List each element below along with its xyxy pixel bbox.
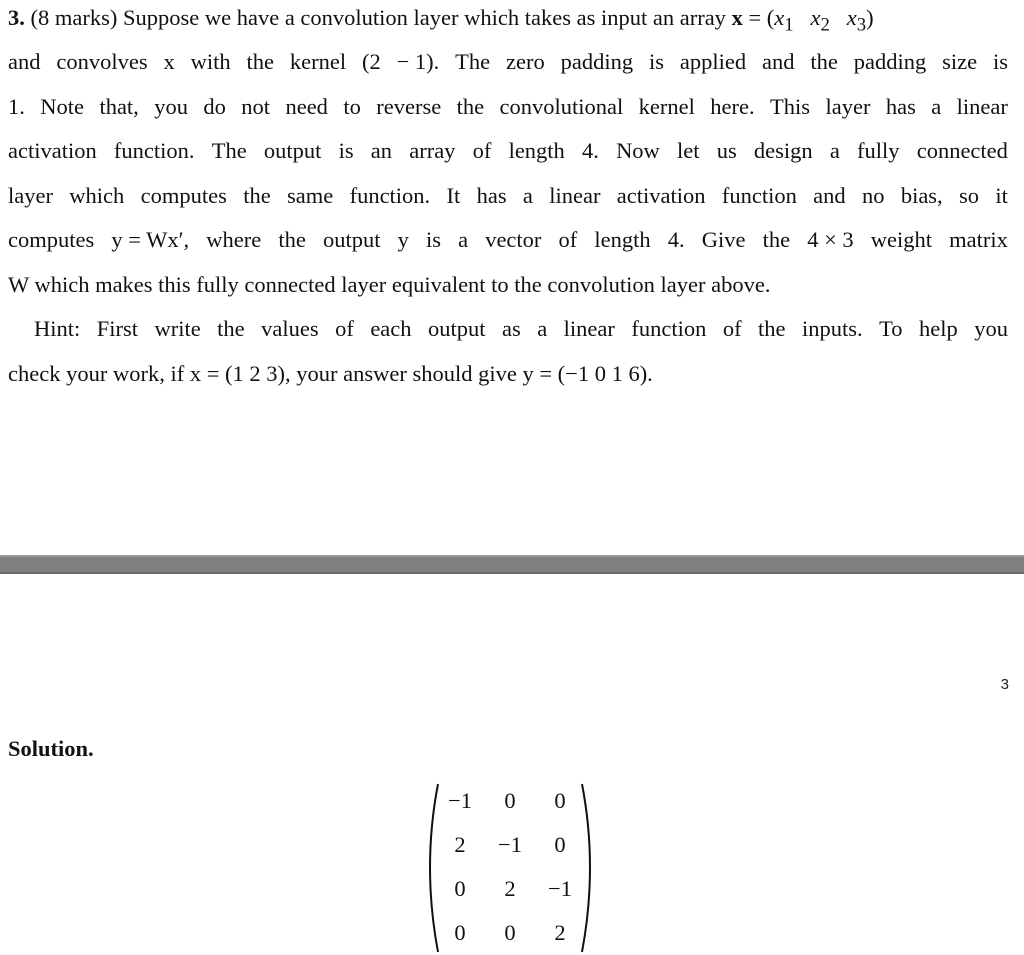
- word: 4.: [582, 138, 599, 163]
- word: Now: [616, 138, 660, 163]
- word: is: [992, 49, 1008, 74]
- word: It: [446, 183, 461, 208]
- problem-line-7: W which makes this fully connected layer equivalent to the convolution layer above.: [8, 272, 771, 297]
- word: First: [96, 316, 138, 341]
- word: connected: [916, 138, 1008, 163]
- matrix-cell: 0: [454, 876, 466, 901]
- problem-marks: (8 marks): [30, 5, 118, 30]
- matrix-cell: 0: [554, 788, 566, 813]
- word: applied: [679, 49, 747, 74]
- word: where: [206, 227, 262, 252]
- word: is: [425, 227, 441, 252]
- x3-symbol: x: [846, 5, 857, 30]
- x-vector-symbol: x: [731, 5, 743, 30]
- word: weight: [870, 227, 932, 252]
- problem-number: 3.: [8, 5, 25, 30]
- hint-line: [34, 312, 1008, 346]
- word: you: [974, 316, 1008, 341]
- word: the: [246, 49, 274, 74]
- word: x: [163, 49, 175, 74]
- word: matrix: [949, 227, 1008, 252]
- solution-heading: Solution.: [8, 736, 94, 761]
- matrix-cell: −1: [498, 832, 522, 857]
- word: to: [343, 94, 361, 119]
- weight-matrix: [424, 780, 596, 955]
- equals-sign: =: [748, 5, 762, 30]
- matrix-cell: −1: [448, 788, 472, 813]
- word: vector: [485, 227, 542, 252]
- word: zero: [506, 49, 545, 74]
- problem-line-3: [8, 90, 1008, 124]
- matrix-cell: 2: [504, 876, 516, 901]
- x2-subscript: 2: [820, 14, 830, 36]
- word: kernel: [638, 94, 695, 119]
- word: reverse: [376, 94, 442, 119]
- word: the: [762, 227, 791, 252]
- word: the: [456, 94, 485, 119]
- word: This: [770, 94, 811, 119]
- x1-symbol: x: [774, 5, 785, 30]
- word: Give: [701, 227, 746, 252]
- word: convolutional: [499, 94, 624, 119]
- word: To: [879, 316, 903, 341]
- word: computes: [140, 183, 227, 208]
- word: Note: [40, 94, 85, 119]
- word: size: [942, 49, 978, 74]
- word: function: [631, 316, 707, 341]
- word: function: [721, 183, 797, 208]
- matrix-cell: 0: [454, 920, 466, 945]
- x1-subscript: 1: [784, 14, 794, 36]
- word: not: [241, 94, 271, 119]
- word: linear: [549, 183, 601, 208]
- word: output: [428, 316, 486, 341]
- word: and: [761, 49, 795, 74]
- word: a: [931, 94, 942, 119]
- word: design: [753, 138, 813, 163]
- word: so: [959, 183, 980, 208]
- word: us: [716, 138, 737, 163]
- word: has: [885, 94, 916, 119]
- word: each: [370, 316, 412, 341]
- matrix-cell: 0: [504, 920, 516, 945]
- problem-line-6: [8, 223, 1008, 257]
- word: layer: [825, 94, 871, 119]
- page-number: 3: [1000, 676, 1009, 693]
- word: activation: [616, 183, 706, 208]
- word: with: [190, 49, 231, 74]
- word: which: [69, 183, 125, 208]
- word: fully: [857, 138, 900, 163]
- matrix-cell: −1: [548, 876, 572, 901]
- word: a: [458, 227, 469, 252]
- word: a: [829, 138, 840, 163]
- word: array: [409, 138, 456, 163]
- word: a: [522, 183, 533, 208]
- word: it: [995, 183, 1008, 208]
- word: linear: [563, 316, 615, 341]
- word: The: [455, 49, 491, 74]
- word: values: [261, 316, 319, 341]
- word: do: [203, 94, 226, 119]
- x-vector-open: (: [766, 5, 775, 30]
- word: kernel: [289, 49, 347, 74]
- word: an: [370, 138, 393, 163]
- word: you: [154, 94, 188, 119]
- word: function.: [113, 138, 195, 163]
- word: − 1).: [396, 49, 440, 74]
- matrix-cell: 0: [554, 832, 566, 857]
- word: as: [501, 316, 521, 341]
- word: here.: [710, 94, 755, 119]
- word: help: [919, 316, 958, 341]
- x3-subscript: 3: [856, 14, 867, 36]
- word: padding: [560, 49, 634, 74]
- problem-line-2: [8, 45, 1008, 79]
- word: 4 × 3: [807, 227, 854, 252]
- word: computes: [8, 227, 95, 252]
- word: y: [397, 227, 409, 252]
- word: The: [211, 138, 247, 163]
- word: y = Wx′,: [111, 227, 190, 252]
- word: 1.: [8, 94, 25, 119]
- word: the: [278, 227, 306, 252]
- word: of: [335, 316, 354, 341]
- matrix-cell: 0: [504, 788, 516, 813]
- word: length: [594, 227, 651, 252]
- word: output: [322, 227, 381, 252]
- hint-check-line: check your work, if x = (1 2 3), your answer should give y = (−1 0 1 6).: [8, 361, 653, 386]
- word: and: [8, 49, 41, 74]
- word: that,: [99, 94, 139, 119]
- matrix-cell: 2: [454, 832, 466, 857]
- word: of: [558, 227, 578, 252]
- word: the: [758, 316, 786, 341]
- word: linear: [956, 94, 1008, 119]
- word: bias,: [900, 183, 943, 208]
- word: the: [217, 316, 245, 341]
- problem-line-5: [8, 179, 1008, 213]
- word: output: [263, 138, 322, 163]
- matrix-cell: 2: [554, 920, 566, 945]
- word: a: [537, 316, 548, 341]
- word: let: [677, 138, 700, 163]
- word: is: [338, 138, 354, 163]
- word: has: [476, 183, 507, 208]
- word: convolves: [56, 49, 148, 74]
- word: no: [861, 183, 885, 208]
- word: need: [285, 94, 328, 119]
- word: of: [472, 138, 492, 163]
- x-vector-close: ): [866, 5, 874, 30]
- word: padding: [853, 49, 927, 74]
- word: Hint:: [34, 316, 81, 341]
- page-divider: [0, 555, 1024, 574]
- word: function.: [349, 183, 431, 208]
- word: write: [154, 316, 201, 341]
- word: inputs.: [802, 316, 863, 341]
- word: 4.: [667, 227, 685, 252]
- word: is: [648, 49, 664, 74]
- word: of: [722, 316, 742, 341]
- problem-line-1: [8, 1, 874, 35]
- word: same: [287, 183, 334, 208]
- word: the: [810, 49, 838, 74]
- word: activation: [8, 138, 97, 163]
- word: and: [813, 183, 846, 208]
- word: layer: [8, 183, 53, 208]
- x2-symbol: x: [810, 5, 821, 30]
- word: (2: [361, 49, 381, 74]
- problem-line-4: [8, 134, 1008, 168]
- problem-line1-text: Suppose we have a convolution layer which takes as input an array: [122, 5, 726, 30]
- word: length: [508, 138, 565, 163]
- word: the: [243, 183, 271, 208]
